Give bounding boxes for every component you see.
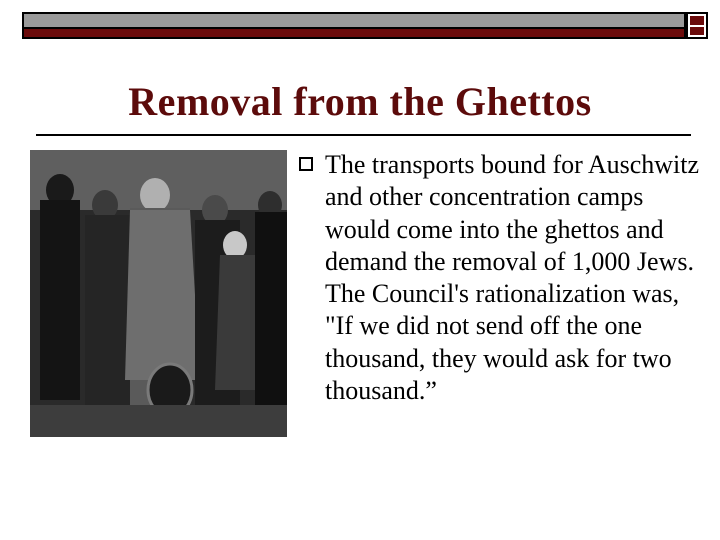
title-divider — [36, 134, 691, 136]
corner-decoration — [686, 12, 708, 39]
bullet-text: The transports bound for Auschwitz and other concentration camps would come into the ghettos and demand the removal of 1,000 Jews. The Council's rationalization was, "If we did not send off the one thousand, they would ask for two thousand.” — [325, 150, 700, 406]
top-bar-gray-band — [24, 14, 684, 27]
bullet-square-icon — [299, 157, 313, 171]
corner-square-bottom — [690, 27, 704, 35]
slide-title: Removal from the Ghettos — [128, 79, 592, 124]
top-bar-red-band — [24, 29, 684, 37]
top-decorative-bar — [22, 12, 686, 39]
corner-square-top — [690, 16, 704, 25]
photo-crowd-illustration — [30, 150, 287, 437]
historical-photo — [30, 150, 287, 437]
